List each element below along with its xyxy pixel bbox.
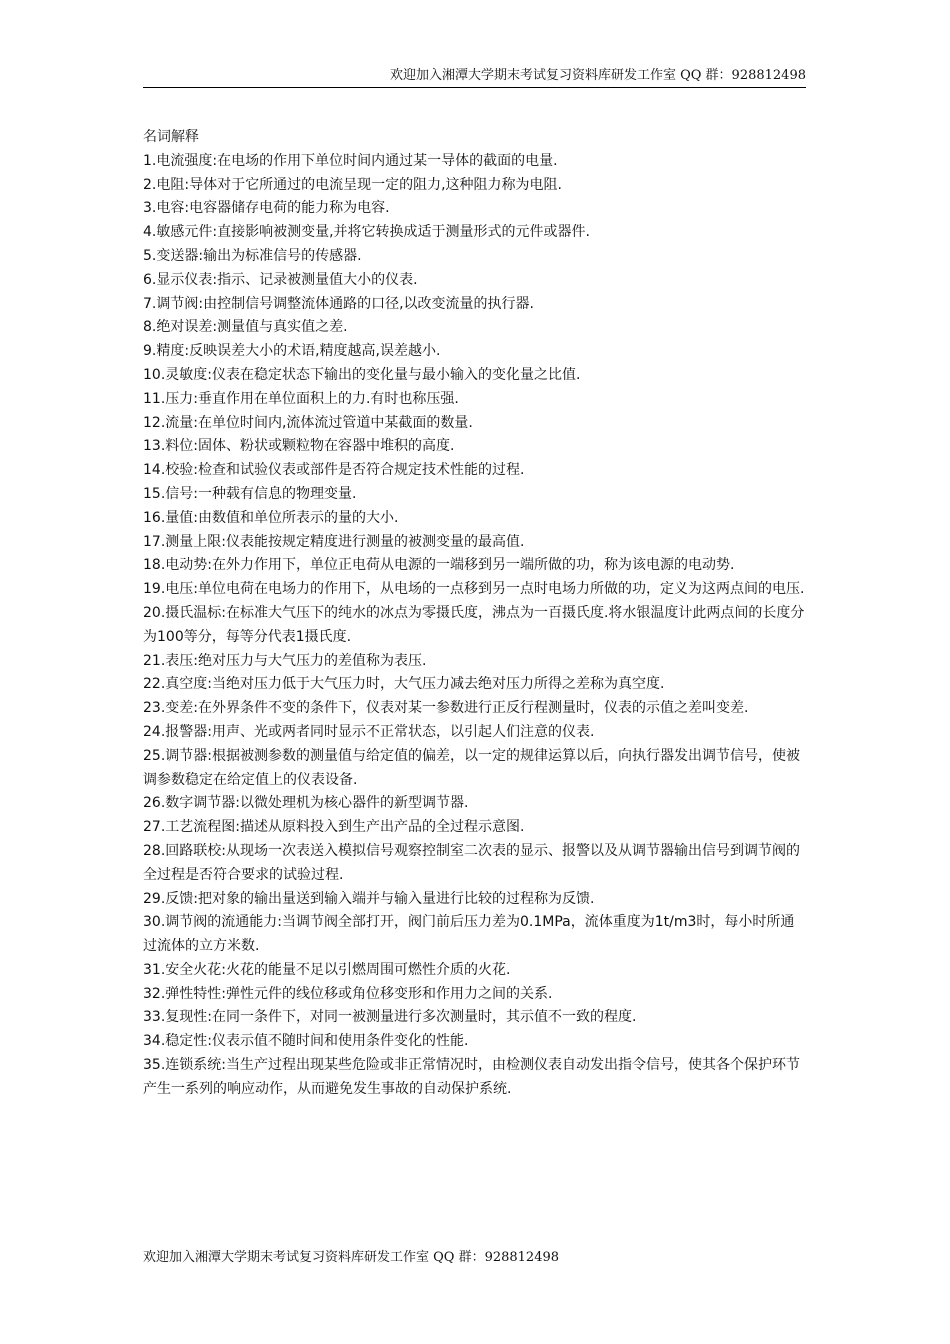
definition-item: 21.表压:绝对压力与大气压力的差值称为表压.	[143, 652, 427, 669]
definition-item: 31.安全火花:火花的能量不足以引燃周围可燃性介质的火花.	[143, 961, 511, 978]
definition-item: 32.弹性特性:弹性元件的线位移或角位移变形和作用力之间的关系.	[143, 985, 553, 1002]
definition-item: 18.电动势:在外力作用下，单位正电荷从电源的一端移到另一端所做的功，称为该电源的电动势.	[143, 557, 735, 574]
definition-item: 27.工艺流程图:描述从原料投入到生产出产品的全过程示意图.	[143, 819, 525, 836]
page-header: 欢迎加入湘潭大学期末考试复习资料库研发工作室 QQ 群：928812498	[389, 68, 806, 83]
definition-item: 22.真空度:当绝对压力低于大气压力时，大气压力减去绝对压力所得之差称为真空度.	[143, 676, 665, 693]
definition-item: 5.变送器:输出为标准信号的传感器.	[143, 247, 362, 264]
section-title: 名词解释	[143, 129, 199, 145]
definition-list	[143, 150, 806, 1102]
definition-item: 16.量值:由数值和单位所表示的量的大小.	[143, 509, 399, 526]
definition-item: 3.电容:电容器储存电荷的能力称为电容.	[143, 200, 390, 217]
definition-item: 2.电阻:导体对于它所通过的电流呈现一定的阻力,这种阻力称为电阻.	[143, 176, 562, 193]
page-footer: 欢迎加入湘潭大学期末考试复习资料库研发工作室 QQ 群：928812498	[143, 1250, 560, 1265]
definition-item: 34.稳定性:仪表示值不随时间和使用条件变化的性能.	[143, 1033, 469, 1050]
definition-item: 7.调节阀:由控制信号调整流体通路的口径,以改变流量的执行器.	[143, 295, 534, 312]
definition-item: 20.摄氏温标:在标准大气压下的纯水的冰点为零摄氏度，沸点为一百摄氏度.将水银温度计此两点间的长度分为100等分，每等分代表1摄氏度.	[143, 604, 805, 645]
definition-item: 12.流量:在单位时间内,流体流过管道中某截面的数量.	[143, 414, 473, 431]
definition-item: 10.灵敏度:仪表在稳定状态下输出的变化量与最小输入的变化量之比值.	[143, 366, 581, 383]
definition-item: 1.电流强度:在电场的作用下单位时间内通过某一导体的截面的电量.	[143, 152, 558, 169]
definition-item: 15.信号:一种载有信息的物理变量.	[143, 485, 357, 502]
definition-item: 23.变差:在外界条件不变的条件下，仪表对某一参数进行正反行程测量时，仪表的示值之差叫变差.	[143, 700, 749, 717]
definition-item: 6.显示仪表:指示、记录被测量值大小的仪表.	[143, 271, 418, 288]
definition-item: 11.压力:垂直作用在单位面积上的力.有时也称压强.	[143, 390, 459, 407]
definition-item: 35.连锁系统:当生产过程出现某些危险或非正常情况时，由检测仪表自动发出指令信号，使其各个保护环节产生一系列的响应动作，从而避免发生事故的自动保护系统.	[143, 1057, 800, 1097]
definition-item: 29.反馈:把对象的输出量送到输入端并与输入量进行比较的过程称为反馈.	[143, 890, 595, 907]
definition-item: 26.数字调节器:以微处理机为核心器件的新型调节器.	[143, 795, 469, 812]
definition-item: 14.校验:检查和试验仪表或部件是否符合规定技术性能的过程.	[143, 462, 525, 479]
definition-item: 4.敏感元件:直接影响被测变量,并将它转换成适于测量形式的元件或器件.	[143, 224, 590, 241]
definition-item: 13.料位:固体、粉状或颗粒物在容器中堆积的高度.	[143, 438, 455, 455]
definition-item: 33.复现性:在同一条件下，对同一被测量进行多次测量时，其示值不一致的程度.	[143, 1009, 637, 1026]
definition-item: 30.调节阀的流通能力:当调节阀全部打开，阀门前后压力差为0.1MPa，流体重度为1t/m3时，每小时所通过流体的立方米数.	[143, 914, 795, 955]
definition-item: 9.精度:反映误差大小的术语,精度越高,误差越小.	[143, 343, 441, 360]
definition-item: 19.电压:单位电荷在电场力的作用下，从电场的一点移到另一点时电场力所做的功，定义为这两点间的电压.	[143, 581, 805, 598]
definition-item: 24.报警器:用声、光或两者同时显示不正常状态，以引起人们注意的仪表.	[143, 723, 595, 740]
definition-item: 17.测量上限:仪表能按规定精度进行测量的被测变量的最高值.	[143, 533, 525, 550]
definition-item: 8.绝对误差:测量值与真实值之差.	[143, 319, 348, 336]
header-divider	[143, 87, 806, 88]
document-body	[143, 126, 806, 1102]
definition-item: 25.调节器:根据被测参数的测量值与给定值的偏差，以一定的规律运算以后，向执行器发出调节信号，使被调参数稳定在给定值上的仪表设备.	[143, 747, 800, 788]
definition-item: 28.回路联校:从现场一次表送入模拟信号观察控制室二次表的显示、报警以及从调节器输出信号到调节阀的全过程是否符合要求的试验过程.	[143, 842, 800, 883]
